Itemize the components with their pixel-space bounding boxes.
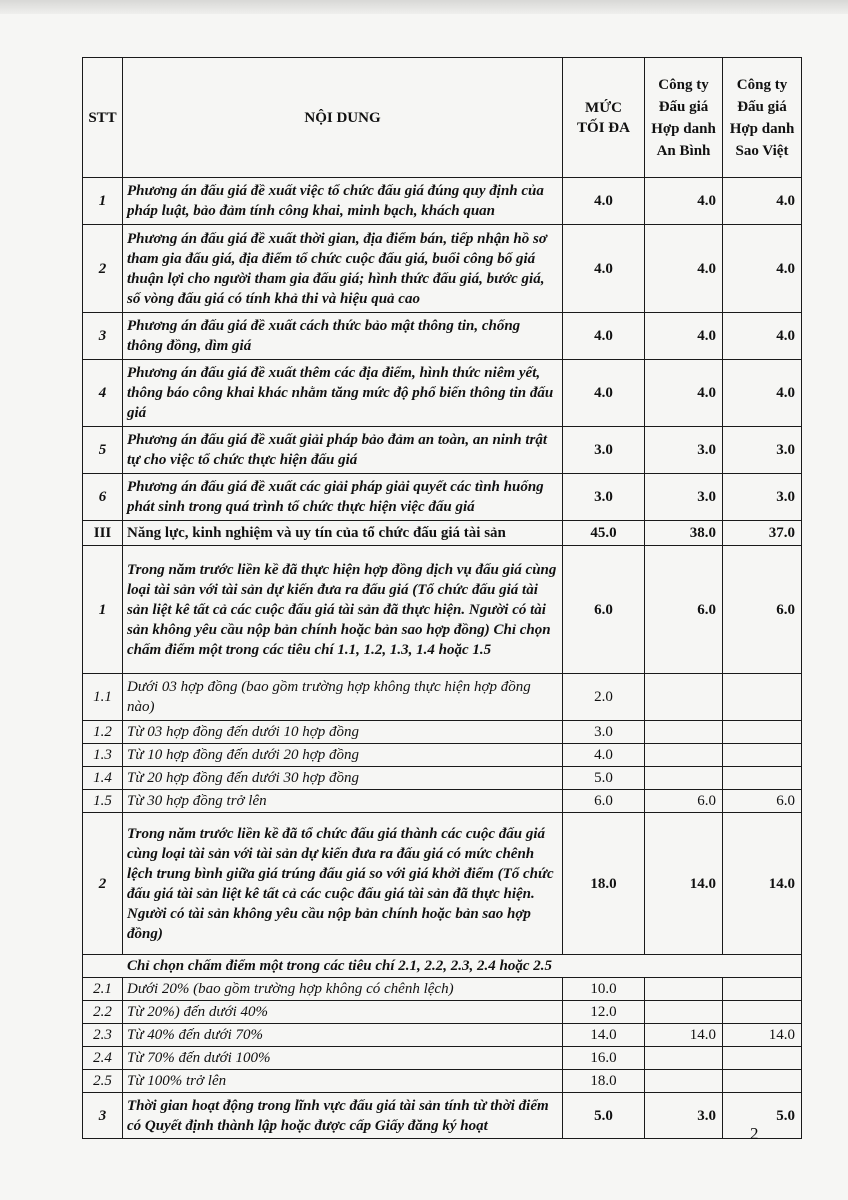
row-content: Từ 03 hợp đồng đến dưới 10 hợp đồng	[123, 721, 563, 744]
header-max: MỨC TỐI ĐA	[563, 58, 645, 178]
scan-top-edge	[0, 0, 848, 14]
row-company-b	[723, 721, 802, 744]
row-stt: 4	[83, 360, 123, 427]
row-company-a	[645, 721, 723, 744]
row-stt: 2.4	[83, 1047, 123, 1070]
row-company-a	[645, 1070, 723, 1093]
table-row	[83, 225, 802, 313]
row-stt: 2.5	[83, 1070, 123, 1093]
row-content: Dưới 20% (bao gồm trường hợp không có chênh lệch)	[123, 978, 563, 1001]
row-content: Phương án đấu giá đề xuất thời gian, địa điểm bán, tiếp nhận hồ sơ tham gia đấu giá, địa điểm tổ chức cuộc đấu giá, buổi công bố giá thuận lợi cho người tham gia đấu giá; hình thức đấu giá, bước giá, số vòng đấu giá có tính khả thi và hiệu quả cao	[123, 225, 563, 313]
row-max: 4.0	[563, 313, 645, 360]
table-row	[83, 1047, 802, 1070]
table-row	[83, 474, 802, 521]
row-company-b: 4.0	[723, 225, 802, 313]
row-max: 6.0	[563, 790, 645, 813]
row-content: Phương án đấu giá đề xuất việc tổ chức đấu giá đúng quy định của pháp luật, bảo đảm tính công khai, minh bạch, khách quan	[123, 178, 563, 225]
row-company-a: 3.0	[645, 427, 723, 474]
row-max: 5.0	[563, 767, 645, 790]
page-number: 2	[750, 1124, 759, 1143]
row-stt: 2.2	[83, 1001, 123, 1024]
row-max: 5.0	[563, 1093, 645, 1139]
row-content: Phương án đấu giá đề xuất thêm các địa điểm, hình thức niêm yết, thông báo công khai khác nhằm tăng mức độ phổ biến thông tin đấu giá	[123, 360, 563, 427]
header-content: NỘI DUNG	[123, 58, 563, 178]
row-company-a	[645, 744, 723, 767]
row-company-b	[723, 1047, 802, 1070]
row-company-b	[723, 1001, 802, 1024]
row-content: Từ 70% đến dưới 100%	[123, 1047, 563, 1070]
section-company-b: 37.0	[723, 521, 802, 546]
table-row	[83, 1093, 802, 1139]
row-stt: 1.4	[83, 767, 123, 790]
row-company-b	[723, 744, 802, 767]
row-company-b	[723, 767, 802, 790]
row-stt: 1.3	[83, 744, 123, 767]
row-max: 3.0	[563, 474, 645, 521]
row-company-a: 4.0	[645, 313, 723, 360]
row-content: Từ 100% trở lên	[123, 1070, 563, 1093]
table-row	[83, 1070, 802, 1093]
row-company-b	[723, 674, 802, 721]
row-max: 4.0	[563, 360, 645, 427]
row-max: 3.0	[563, 427, 645, 474]
row-stt: 2	[83, 813, 123, 955]
row-company-a: 4.0	[645, 360, 723, 427]
table-row	[83, 674, 802, 721]
row-content: Từ 10 hợp đồng đến dưới 20 hợp đồng	[123, 744, 563, 767]
table-header-row	[83, 58, 802, 178]
row-max: 3.0	[563, 721, 645, 744]
section-row	[83, 521, 802, 546]
row-max: 4.0	[563, 178, 645, 225]
row-stt: 2.1	[83, 978, 123, 1001]
row-company-a: 3.0	[645, 1093, 723, 1139]
row-content: Phương án đấu giá đề xuất giải pháp bảo đảm an toàn, an ninh trật tự cho việc tổ chức thực hiện đấu giá	[123, 427, 563, 474]
row-company-b: 6.0	[723, 790, 802, 813]
section-max: 45.0	[563, 521, 645, 546]
row-content: Phương án đấu giá đề xuất các giải pháp giải quyết các tình huống phát sinh trong quá trình tổ chức thực hiện việc đấu giá	[123, 474, 563, 521]
table-row	[83, 1001, 802, 1024]
table-row	[83, 813, 802, 955]
row-company-a: 4.0	[645, 225, 723, 313]
table-row	[83, 178, 802, 225]
row-max: 4.0	[563, 744, 645, 767]
table-row	[83, 313, 802, 360]
row-max: 6.0	[563, 546, 645, 674]
row-company-b	[723, 1070, 802, 1093]
table-row	[83, 744, 802, 767]
row-max: 12.0	[563, 1001, 645, 1024]
row-max: 2.0	[563, 674, 645, 721]
row-stt: 5	[83, 427, 123, 474]
row-max: 10.0	[563, 978, 645, 1001]
section-title: Năng lực, kinh nghiệm và uy tín của tổ chức đấu giá tài sản	[123, 521, 563, 546]
row-stt: 6	[83, 474, 123, 521]
row-content: Dưới 03 hợp đồng (bao gồm trường hợp không thực hiện hợp đồng nào)	[123, 674, 563, 721]
row-company-b: 4.0	[723, 313, 802, 360]
row-company-a: 6.0	[645, 546, 723, 674]
row-company-a	[645, 978, 723, 1001]
row-max: 16.0	[563, 1047, 645, 1070]
table-row	[83, 1024, 802, 1047]
row-content: Từ 30 hợp đồng trở lên	[123, 790, 563, 813]
row-company-b: 3.0	[723, 474, 802, 521]
row-stt: 1	[83, 546, 123, 674]
table-row	[83, 767, 802, 790]
row-company-b: 14.0	[723, 813, 802, 955]
row-max: 18.0	[563, 1070, 645, 1093]
row-company-a: 14.0	[645, 813, 723, 955]
row-content: Từ 20 hợp đồng đến dưới 30 hợp đồng	[123, 767, 563, 790]
row-company-b: 5.0	[723, 1093, 802, 1139]
row-stt: 1	[83, 178, 123, 225]
row-max: 14.0	[563, 1024, 645, 1047]
row-company-a	[645, 1001, 723, 1024]
row-company-a	[645, 767, 723, 790]
row-company-a: 6.0	[645, 790, 723, 813]
row-company-b: 3.0	[723, 427, 802, 474]
row-max: 4.0	[563, 225, 645, 313]
row-company-a: 14.0	[645, 1024, 723, 1047]
row-stt: 2	[83, 225, 123, 313]
table-row	[83, 978, 802, 1001]
row-stt: 3	[83, 1093, 123, 1139]
row-company-a	[645, 1047, 723, 1070]
row-content: Trong năm trước liền kề đã tổ chức đấu giá thành các cuộc đấu giá cùng loại tài sản với tài sản dự kiến đưa ra đấu giá có mức chênh lệch trung bình giữa giá trúng đấu giá so với giá khởi điểm (Tổ chức đấu giá tài sản liệt kê tất cả các cuộc đấu giá tài sản đã thực hiện. Người có tài sản không yêu cầu nộp bản chính hoặc bản sao hợp đồng)	[123, 813, 563, 955]
row-content: Trong năm trước liền kề đã thực hiện hợp đồng dịch vụ đấu giá cùng loại tài sản với tài sản dự kiến đưa ra đấu giá (Tổ chức đấu giá tài sản liệt kê tất cả các cuộc đấu giá tài sản đã thực hiện. Người có tài sản không yêu cầu nộp bản chính hoặc bản sao hợp đồng) Chỉ chọn chấm điểm một trong các tiêu chí 1.1, 1.2, 1.3, 1.4 hoặc 1.5	[123, 546, 563, 674]
row-company-a	[645, 674, 723, 721]
row-company-b: 4.0	[723, 360, 802, 427]
row-content: Từ 20%) đến dưới 40%	[123, 1001, 563, 1024]
table-row	[83, 360, 802, 427]
header-company-b: Công ty Đấu giá Hợp danh Sao Việt	[723, 58, 802, 178]
criteria-note: Chỉ chọn chấm điểm một trong các tiêu chí 2.1, 2.2, 2.3, 2.4 hoặc 2.5	[83, 955, 802, 978]
row-company-a: 3.0	[645, 474, 723, 521]
row-company-b: 14.0	[723, 1024, 802, 1047]
row-content: Phương án đấu giá đề xuất cách thức bảo mật thông tin, chống thông đồng, dìm giá	[123, 313, 563, 360]
row-company-b: 6.0	[723, 546, 802, 674]
table-row	[83, 546, 802, 674]
table-row	[83, 790, 802, 813]
header-stt: STT	[83, 58, 123, 178]
row-content: Thời gian hoạt động trong lĩnh vực đấu giá tài sản tính từ thời điểm có Quyết định thành lập hoặc được cấp Giấy đăng ký hoạt	[123, 1093, 563, 1139]
row-stt: 1.1	[83, 674, 123, 721]
section-company-a: 38.0	[645, 521, 723, 546]
row-stt: 2.3	[83, 1024, 123, 1047]
row-content: Từ 40% đến dưới 70%	[123, 1024, 563, 1047]
row-stt: 3	[83, 313, 123, 360]
note-row	[83, 955, 802, 978]
table-row	[83, 427, 802, 474]
row-company-b: 4.0	[723, 178, 802, 225]
row-stt: 1.2	[83, 721, 123, 744]
row-company-b	[723, 978, 802, 1001]
row-max: 18.0	[563, 813, 645, 955]
row-company-a: 4.0	[645, 178, 723, 225]
table-row	[83, 721, 802, 744]
scoring-table	[82, 57, 802, 1139]
section-stt: III	[83, 521, 123, 546]
row-stt: 1.5	[83, 790, 123, 813]
header-company-a: Công ty Đấu giá Hợp danh An Bình	[645, 58, 723, 178]
